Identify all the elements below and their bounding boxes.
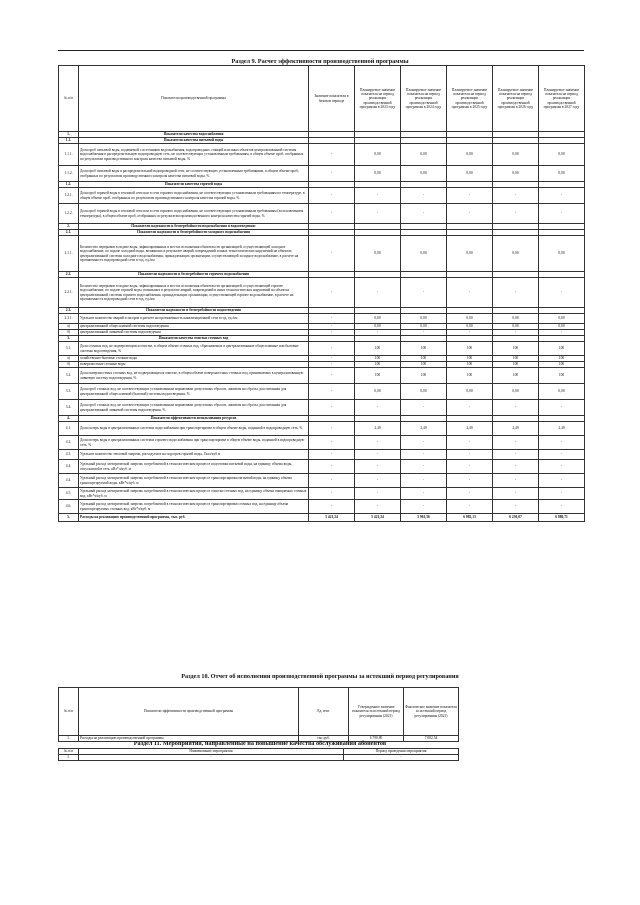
row-value-2023: 100 — [355, 356, 401, 362]
table-row — [59, 188, 585, 204]
row-value-2026: - — [493, 500, 539, 514]
row-value-2024: - — [401, 436, 447, 450]
row-value-2024: - — [401, 188, 447, 204]
s10-col-unit: Ед. изм. — [299, 688, 349, 736]
row-value-2023: 0,00 — [355, 314, 401, 324]
row-value-2027: 0,00 — [539, 384, 585, 400]
row-value-2026: - — [493, 450, 539, 460]
row-value-2024: 2,49 — [401, 422, 447, 436]
row-value-2024: 0,00 — [401, 236, 447, 272]
row-name: Количество перерывов в подаче воды, зафиксированных в местах исполнения обязательств организацией, осуществляющей холодное водоснабжение, по подаче холодной воды, возникших в результате аварий, повреждений и иных технологических нарушений на объектах централизованной системы холодного водоснабжения, принадлежащих организации, осуществляющей холодное водоснабжение, в расчете на протяженность водопроводной сети в год, ед./км — [79, 236, 309, 272]
row-value-2025: - — [447, 400, 493, 416]
row-value-2024: 100 — [401, 368, 447, 384]
row-value-2025: 0,00 — [447, 384, 493, 400]
row-value-2026: 0,00 — [493, 144, 539, 166]
row-value-2027: - — [539, 450, 585, 460]
row-name: Доля проб сточных вод, не соответствующих установленным нормативам допустимых сбросов, лимитам на сбросы, рассчитанная для централизованной ливневой системы водоотведения, % — [79, 400, 309, 416]
s10-col-num: № п/п — [59, 688, 79, 736]
row-num: б) — [59, 330, 79, 336]
row-name: Количество перерывов в подаче воды, зафиксированных в местах исполнения обязательств организацией, осуществляющей горячее водоснабжение, по подаче горячей воды, возникших в результате аварий, повреждений и иных технологических нарушений на объектах централизованной системы горячего водоснабжения, принадлежащих организации, осуществляющей горячее водоснабжение, в расчете на протяженность водопроводной сети в год, ед./км — [79, 278, 309, 308]
table-row — [59, 384, 585, 400]
row-name: Расходы на реализацию производственной программы, тыс. руб. — [79, 514, 309, 522]
table-row — [59, 314, 585, 324]
row-num: 4.2. — [59, 436, 79, 450]
table-row — [59, 144, 585, 166]
row-value-2027: 0,00 — [539, 236, 585, 272]
row-value-2027: 0,00 — [539, 324, 585, 330]
table-row — [59, 166, 585, 182]
row-value-2025: - — [447, 436, 493, 450]
row-value-2023: - — [355, 460, 401, 474]
row-base-value: - — [309, 488, 355, 500]
row-value-2023: - — [355, 188, 401, 204]
row-value-2026: 0,00 — [493, 314, 539, 324]
s10-row-num: 1. — [59, 736, 79, 742]
row-value-2027: - — [539, 460, 585, 474]
row-num: 1.1. — [59, 138, 79, 144]
row-name: Показатели надежности и бесперебойности водоснабжения и водоотведения: — [79, 224, 309, 230]
row-value-2024: 0,00 — [401, 384, 447, 400]
row-num: 1.2.2. — [59, 204, 79, 224]
row-value-2023: 5 421,24 — [355, 514, 401, 522]
row-name: поверхностные сточные воды — [79, 362, 309, 368]
row-name: централизованной общесплавной системы водоотведения — [79, 324, 309, 330]
row-num: 2.2.1. — [59, 278, 79, 308]
row-base-value: - — [309, 204, 355, 224]
section9-table — [58, 65, 585, 522]
row-num: а) — [59, 324, 79, 330]
table-row — [59, 342, 585, 356]
row-value-2023: - — [355, 400, 401, 416]
s11-row-period: - — [344, 755, 459, 761]
row-value-2026: - — [493, 204, 539, 224]
section9-header-row — [59, 66, 585, 132]
row-value-2023: - — [355, 330, 401, 336]
row-base-value: - — [309, 500, 355, 514]
row-value-2025: 0,00 — [447, 236, 493, 272]
row-name: хозяйственно-бытовые сточные воды — [79, 356, 309, 362]
section10-table — [58, 687, 459, 742]
s10-row-fact: 7 082,54 — [404, 736, 459, 742]
row-value-2025: - — [447, 278, 493, 308]
row-value-2025: - — [447, 500, 493, 514]
row-value-2024: 0,00 — [401, 166, 447, 182]
table-row — [59, 436, 585, 450]
s11-col-name: Наименование мероприятия — [79, 749, 344, 755]
s10-col-name: Показатели эффективности производственной программы — [79, 688, 299, 736]
row-base-value: - — [309, 166, 355, 182]
row-base-value: - — [309, 362, 355, 368]
row-name: Удельный расход электрической энергии, потребляемой в технологическом процессе подготовки питьевой воды, на единицу объема воды, отпускаемой в сеть, кВт*ч/куб. м — [79, 460, 309, 474]
col-2025: Планируемое значение показателя на период реализации производственной программы в 2025 году — [447, 66, 493, 132]
row-value-2027: 100 — [539, 368, 585, 384]
col-num: № п/п — [59, 66, 79, 132]
row-base-value: - — [309, 236, 355, 272]
s10-row-name: Расходы на реализацию производственной программы — [79, 736, 299, 742]
row-name: Показатели качества очистки сточных вод — [79, 336, 309, 342]
row-name: Показатели качества горячей воды — [79, 182, 309, 188]
row-value-2025: 2,49 — [447, 422, 493, 436]
row-value-2026: 100 — [493, 356, 539, 362]
row-name: Показатели качества питьевой воды — [79, 138, 309, 144]
row-base-value: - — [309, 356, 355, 362]
row-num: 3.4. — [59, 400, 79, 416]
table-row — [59, 400, 585, 416]
row-name: Показатели качества водоснабжения — [79, 132, 309, 138]
col-2027: Планируемое значение показателя на период реализации производственной программы в 2027 году — [539, 66, 585, 132]
row-value-2023: 100 — [355, 342, 401, 356]
row-name: Доля сточных вод, не подвергающихся очистке, в общем объеме сточных вод, сбрасываемых в централизованные общесплавные или бытовые системы водоотведения, % — [79, 342, 309, 356]
row-base-value: - — [309, 144, 355, 166]
row-name: централизованной ливневой системы водоотведения — [79, 330, 309, 336]
row-num: 1. — [59, 132, 79, 138]
row-value-2023: - — [355, 500, 401, 514]
row-base-value: - — [309, 330, 355, 336]
row-value-2027: - — [539, 488, 585, 500]
row-value-2027: - — [539, 474, 585, 488]
s11-row-num: 1. — [59, 755, 79, 761]
row-value-2026: - — [493, 474, 539, 488]
row-name: Удельное количество тепловой энергии, расходуемое на подогрев горячей воды, Гкал/куб.м — [79, 450, 309, 460]
total-row — [59, 514, 585, 522]
table-row — [59, 755, 459, 761]
row-num: 5. — [59, 514, 79, 522]
table-row — [59, 450, 585, 460]
row-value-2026: 0,00 — [493, 384, 539, 400]
table-row — [59, 460, 585, 474]
row-value-2025: - — [447, 474, 493, 488]
row-num: б) — [59, 362, 79, 368]
row-num: 3.1. — [59, 342, 79, 356]
row-value-2026: - — [493, 400, 539, 416]
row-value-2023: - — [355, 278, 401, 308]
row-name: Доля проб сточных вод, не соответствующих установленным нормативам допустимых сбросов, лимитам на сбросы, рассчитанная для централизованной общесплавной (бытовой) системы водоотведения, % — [79, 384, 309, 400]
row-value-2026: - — [493, 278, 539, 308]
row-value-2024: 0,00 — [401, 324, 447, 330]
row-value-2024: 5 961,56 — [401, 514, 447, 522]
row-value-2027: - — [539, 500, 585, 514]
row-value-2026: - — [493, 488, 539, 500]
row-num: 2.3. — [59, 308, 79, 314]
row-value-2023: - — [355, 450, 401, 460]
row-value-2023: - — [355, 204, 401, 224]
row-num: 1.2. — [59, 182, 79, 188]
row-value-2027: - — [539, 436, 585, 450]
s10-col-plan: Утвержденное значение показателя за истекший период регулирования (2021) — [349, 688, 404, 736]
row-value-2023: 0,00 — [355, 324, 401, 330]
row-num: 3. — [59, 336, 79, 342]
row-name: Удельное количество аварий и засоров в расчете на протяженность канализационной сети в год, ед./км — [79, 314, 309, 324]
table-row — [59, 474, 585, 488]
section11-title: Раздел 11. Мероприятия, направленные на повышение качества обслуживания абонентов — [133, 740, 387, 747]
s10-row-plan: 6 790,80 — [349, 736, 404, 742]
row-value-2025: - — [447, 188, 493, 204]
row-num: 2. — [59, 224, 79, 230]
row-value-2025: - — [447, 460, 493, 474]
s10-col-fact: Фактическое значение показателя за истекший период регулирования (2021) — [404, 688, 459, 736]
row-value-2025: - — [447, 450, 493, 460]
row-value-2024: 0,00 — [401, 144, 447, 166]
row-value-2025: - — [447, 488, 493, 500]
row-value-2027: 2,49 — [539, 422, 585, 436]
row-value-2023: 100 — [355, 362, 401, 368]
row-base-value: - — [309, 342, 355, 356]
row-value-2023: 100 — [355, 368, 401, 384]
row-value-2023: 0,00 — [355, 384, 401, 400]
row-name: Доля потерь воды в централизованных системах горячего водоснабжения при транспортировке в общем объеме воды, поданной в водопроводную сеть, % — [79, 436, 309, 450]
row-base-value: - — [309, 450, 355, 460]
row-value-2023: - — [355, 474, 401, 488]
row-base-value: - — [309, 324, 355, 330]
row-num: 4.5. — [59, 488, 79, 500]
row-num: 3.2. — [59, 368, 79, 384]
row-base-value: - — [309, 384, 355, 400]
row-value-2027: - — [539, 400, 585, 416]
row-base-value: - — [309, 436, 355, 450]
row-num: 2.1.1. — [59, 236, 79, 272]
row-name: Доля проб горячей воды в тепловой сети или в сети горячего водоснабжения, не соответствующих установленным требованиям по температуре, в общем объеме проб, отобранных по результатам производственного контроля качества горячей воды, % — [79, 188, 309, 204]
row-num: 4.3. — [59, 450, 79, 460]
row-value-2027: - — [539, 330, 585, 336]
row-value-2024: - — [401, 474, 447, 488]
row-num: 4. — [59, 416, 79, 422]
row-name: Показатели надежности и бесперебойности водоотведения — [79, 308, 309, 314]
row-value-2026: 0,00 — [493, 166, 539, 182]
row-name: Показатели эффективности использования ресурсов — [79, 416, 309, 422]
row-value-2027: 0,00 — [539, 144, 585, 166]
row-value-2024: - — [401, 204, 447, 224]
table-row — [59, 368, 585, 384]
row-value-2024: - — [401, 330, 447, 336]
row-base-value: - — [309, 188, 355, 204]
row-name: Удельный расход электрической энергии, потребляемой в технологическом процессе очистки сточных вод, на единицу объема очищаемых сточных вод, кВт*ч/куб. м — [79, 488, 309, 500]
row-value-2025: 0,00 — [447, 144, 493, 166]
row-value-2024: - — [401, 450, 447, 460]
top-rule — [58, 50, 584, 51]
row-num: 1.1.2. — [59, 166, 79, 182]
row-value-2025: 0,00 — [447, 166, 493, 182]
row-num: 4.1. — [59, 422, 79, 436]
row-value-2024: - — [401, 278, 447, 308]
row-name: Показатели надежности и бесперебойности горячего водоснабжения — [79, 272, 309, 278]
row-num: 4.6. — [59, 500, 79, 514]
row-value-2026: 100 — [493, 342, 539, 356]
row-name: Доля проб питьевой воды в распределительной водопроводной сети, не соответствующих установленным требованиям, в общем объеме проб, отобранных по результатам производственного контроля качества питьевой воды, % — [79, 166, 309, 182]
row-value-2023: 0,00 — [355, 236, 401, 272]
s10-row-unit: тыс.руб. — [299, 736, 349, 742]
row-num: 3.3. — [59, 384, 79, 400]
row-value-2026: 0,00 — [493, 236, 539, 272]
row-value-2027: 0,00 — [539, 166, 585, 182]
row-name: Доля проб горячей воды в тепловой сети или в сети горячего водоснабжения, не соответствующих установленным требованиям (за исключением температуры), в общем объеме проб, отобранных по результатам производственного контроля качества горячей воды, % — [79, 204, 309, 224]
row-base-value: - — [309, 368, 355, 384]
row-value-2027: 100 — [539, 356, 585, 362]
row-name: Доля потерь воды в централизованных системах водоснабжения при транспортировке в общем объеме воды, поданной в водопроводную сеть, % — [79, 422, 309, 436]
row-value-2025: 100 — [447, 342, 493, 356]
row-num: 4.4. — [59, 460, 79, 474]
row-value-2027: 0,00 — [539, 314, 585, 324]
row-base-value: - — [309, 400, 355, 416]
row-value-2024: 0,00 — [401, 314, 447, 324]
row-base-value: - — [309, 474, 355, 488]
row-value-2026: - — [493, 330, 539, 336]
table-row — [59, 500, 585, 514]
row-value-2026: - — [493, 460, 539, 474]
row-value-2026: 100 — [493, 368, 539, 384]
col-2023: Планируемое значение показателя на период реализации производственной программы в 2023 году — [355, 66, 401, 132]
row-value-2026: 0,00 — [493, 324, 539, 330]
row-name: Доля проб питьевой воды, подаваемой с источников водоснабжения, водопроводных станций или иных объектов централизованной системы водоснабжения в распределительную водопроводную сеть, не соответствующих установленным требованиям, в общем объеме проб, отобранных по результатам производственного контроля качества питьевой воды, % — [79, 144, 309, 166]
row-value-2023: - — [355, 436, 401, 450]
row-value-2026: 6 250,07 — [493, 514, 539, 522]
row-value-2023: - — [355, 488, 401, 500]
row-value-2023: 2,49 — [355, 422, 401, 436]
row-value-2025: 6 082,13 — [447, 514, 493, 522]
row-num: 2.3.1. — [59, 314, 79, 324]
row-name: Удельный расход электрической энергии, потребляемой в технологическом процессе транспортировки сточных вод, на единицу объема транспортируемых сточных вод, кВт*ч/куб. м — [79, 500, 309, 514]
row-value-2027: - — [539, 278, 585, 308]
row-base-value: - — [309, 314, 355, 324]
row-value-2024: 100 — [401, 362, 447, 368]
col-name: Показатели производственной программы — [79, 66, 309, 132]
s11-row-name: - — [79, 755, 344, 761]
row-value-2027: - — [539, 204, 585, 224]
row-value-2024: 100 — [401, 342, 447, 356]
row-num: 4.4. — [59, 474, 79, 488]
col-2026: Планируемое значение показателя на период реализации производственной программы в 2026 году — [493, 66, 539, 132]
row-value-2027: 100 — [539, 342, 585, 356]
s11-col-num: № п/п — [59, 749, 79, 755]
row-name: Доля поверхностных сточных вод, не подвергающихся очистке, в общем объеме поверхностных сточных вод, принимаемых в централизованную ливневую систему водоотведения, % — [79, 368, 309, 384]
row-value-2025: 100 — [447, 368, 493, 384]
row-value-2024: - — [401, 500, 447, 514]
row-base-value: - — [309, 422, 355, 436]
row-value-2025: 100 — [447, 356, 493, 362]
row-name: Удельный расход электрической энергии, потребляемой в технологическом процессе транспортировки питьевой воды, на единицу объема транспортируемой воды, кВт*ч/куб. м — [79, 474, 309, 488]
table-row — [59, 488, 585, 500]
row-value-2027: 6 880,71 — [539, 514, 585, 522]
row-value-2023: 0,00 — [355, 166, 401, 182]
row-base-value: - — [309, 278, 355, 308]
col-2024: Планируемое значение показателя на период реализации производственной программы в 2024 году — [401, 66, 447, 132]
section11-table — [58, 748, 459, 761]
row-value-2026: 100 — [493, 362, 539, 368]
table-row — [59, 278, 585, 308]
row-value-2024: 100 — [401, 356, 447, 362]
row-base-value: - — [309, 460, 355, 474]
row-value-2026: - — [493, 188, 539, 204]
row-num: 1.2.1. — [59, 188, 79, 204]
row-value-2027: 100 — [539, 362, 585, 368]
row-value-2025: 100 — [447, 362, 493, 368]
row-num: 2.1. — [59, 230, 79, 236]
row-value-2025: 0,00 — [447, 324, 493, 330]
row-value-2024: - — [401, 488, 447, 500]
row-value-2027: - — [539, 188, 585, 204]
col-base: Значение показателя в базовом периоде — [309, 66, 355, 132]
s11-col-period: Период проведения мероприятия — [344, 749, 459, 755]
row-value-2025: - — [447, 330, 493, 336]
row-value-2024: - — [401, 400, 447, 416]
table-row — [59, 204, 585, 224]
row-num: а) — [59, 356, 79, 362]
table-row — [59, 422, 585, 436]
row-value-2023: 0,00 — [355, 144, 401, 166]
section9-title: Раздел 9. Расчет эффективности производственной программы — [231, 58, 409, 65]
row-value-2024: - — [401, 460, 447, 474]
row-num: 2.2. — [59, 272, 79, 278]
row-value-2026: 2,49 — [493, 422, 539, 436]
row-base-value: 5 421,24 — [309, 514, 355, 522]
row-value-2025: - — [447, 204, 493, 224]
section10-title: Раздел 10. Отчет об исполнении производственной программы за истекший период регулирования — [181, 673, 459, 680]
section10-header-row — [59, 688, 459, 736]
row-num: 1.1.1. — [59, 144, 79, 166]
table-row — [59, 236, 585, 272]
row-value-2026: - — [493, 436, 539, 450]
row-value-2025: 0,00 — [447, 314, 493, 324]
row-name: Показатели надежности и бесперебойности холодного водоснабжения — [79, 230, 309, 236]
